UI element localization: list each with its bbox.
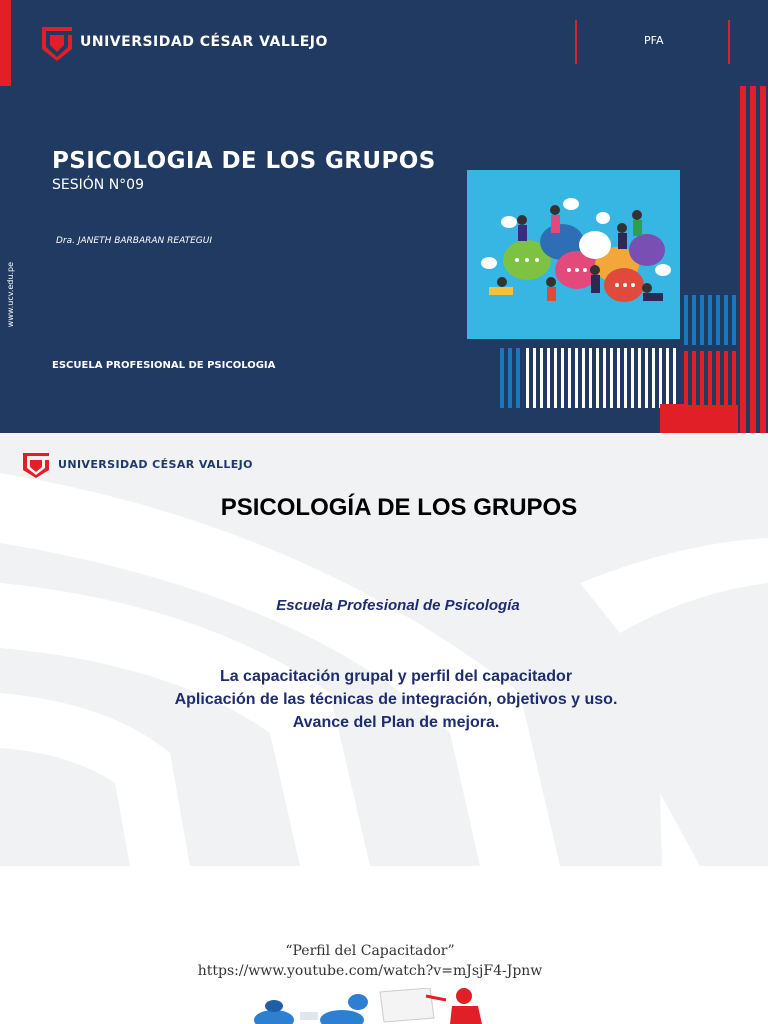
course-code: PFA — [644, 34, 664, 47]
university-name: UNIVERSIDAD CÉSAR VALLEJO — [80, 34, 328, 50]
video-link[interactable]: https://www.youtube.com/watch?v=mJsjF4-Jpnw — [197, 963, 543, 979]
decorative-red-block — [660, 404, 688, 433]
university-logo-icon — [40, 25, 74, 61]
title-slide — [0, 0, 768, 433]
video-slide — [0, 866, 768, 1024]
trainer-illustration — [250, 988, 490, 1024]
university-logo-icon — [22, 452, 50, 478]
red-accent-bar — [0, 0, 11, 86]
website-url: www.ucv.edu.pe — [6, 262, 15, 328]
session-number: SESIÓN N°09 — [52, 177, 144, 193]
video-title: “Perfil del Capacitador” — [285, 943, 455, 959]
university-name: UNIVERSIDAD CÉSAR VALLEJO — [58, 458, 253, 471]
decorative-stripes — [500, 348, 680, 408]
slide-title: PSICOLOGIA DE LOS GRUPOS — [52, 148, 436, 174]
divider-line — [728, 20, 730, 64]
decorative-stripes — [684, 295, 738, 433]
author-name: Dra. JANETH BARBARAN REATEGUI — [56, 236, 212, 246]
school-name: Escuela Profesional de Psicología — [276, 597, 520, 614]
topic-item: Aplicación de las técnicas de integración, objetivos y uso. — [174, 691, 618, 708]
slide-title: PSICOLOGÍA DE LOS GRUPOS — [220, 494, 578, 521]
topic-item: La capacitación grupal y perfil del capacitador — [219, 668, 573, 685]
divider-line — [575, 20, 577, 64]
content-slide — [0, 433, 768, 866]
video-caption — [0, 941, 740, 981]
group-chat-illustration — [467, 170, 680, 339]
topics-list — [0, 665, 768, 734]
topic-item: Avance del Plan de mejora. — [292, 714, 500, 731]
decorative-red-columns — [740, 86, 768, 433]
school-name: ESCUELA PROFESIONAL DE PSICOLOGIA — [52, 360, 276, 371]
